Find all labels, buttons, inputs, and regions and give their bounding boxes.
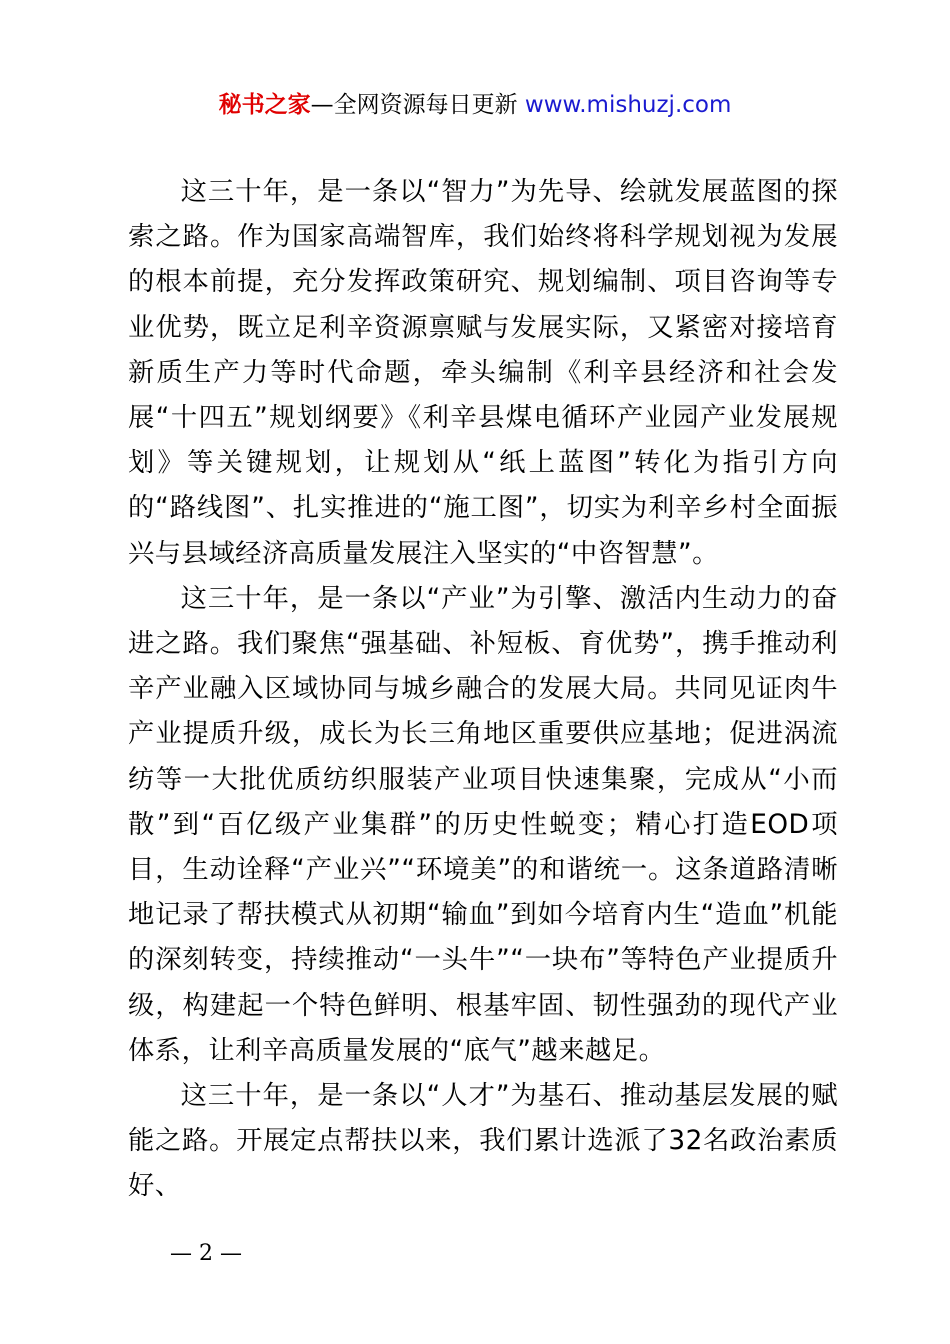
page-number: — 2 — bbox=[170, 1241, 242, 1266]
document-body bbox=[128, 170, 838, 1210]
site-url-link[interactable]: www.mishuzj.com bbox=[524, 92, 732, 118]
paragraph-industry: 这三十年，是一条以“产业”为引擎、激活内生动力的奋进之路。我们聚焦“强基础、补短板、育优势”，携手推动利辛产业融入区域协同与城乡融合的发展大局。共同见证肉牛产业提质升级，成长为长三角地区重要供应基地；促进涡流纺等一大批优质纺织服装产业项目快速集聚，完成从“小而散”到“百亿级产业集群”的历史性蜕变；精心打造EOD项目，生动诠释“产业兴”“环境美”的和谐统一。这条道路清晰地记录了帮扶模式从初期“输血”到如今培育内生“造血”机能的深刻转变，持续推动“一头牛”“一块布”等特色产业提质升级，构建起一个特色鲜明、根基牢固、韧性强劲的现代产业体系，让利辛高质量发展的“底气”越来越足。 bbox=[128, 583, 838, 1066]
paragraph-talent: 这三十年，是一条以“人才”为基石、推动基层发展的赋能之路。开展定点帮扶以来，我们累计选派了32名政治素质好、 bbox=[128, 1081, 838, 1202]
paragraph-intellect: 这三十年，是一条以“智力”为先导、绘就发展蓝图的探索之路。作为国家高端智库，我们始终将科学规划视为发展的根本前提，充分发挥政策研究、规划编制、项目咨询等专业优势，既立足利辛资源禀赋与发展实际，又紧密对接培育新质生产力等时代命题，牵头编制《利辛县经济和社会发展“十四五”规划纲要》《利辛县煤电循环产业园产业发展规划》等关键规划，让规划从“纸上蓝图”转化为指引方向的“路线图”、扎实推进的“施工图”，切实为利辛乡村全面振兴与县域经济高质量发展注入坚实的“中咨智慧”。 bbox=[128, 177, 838, 569]
site-header bbox=[0, 88, 950, 122]
brand-name: 秘书之家 bbox=[218, 92, 311, 118]
header-tagline: —全网资源每日更新 bbox=[310, 92, 525, 118]
